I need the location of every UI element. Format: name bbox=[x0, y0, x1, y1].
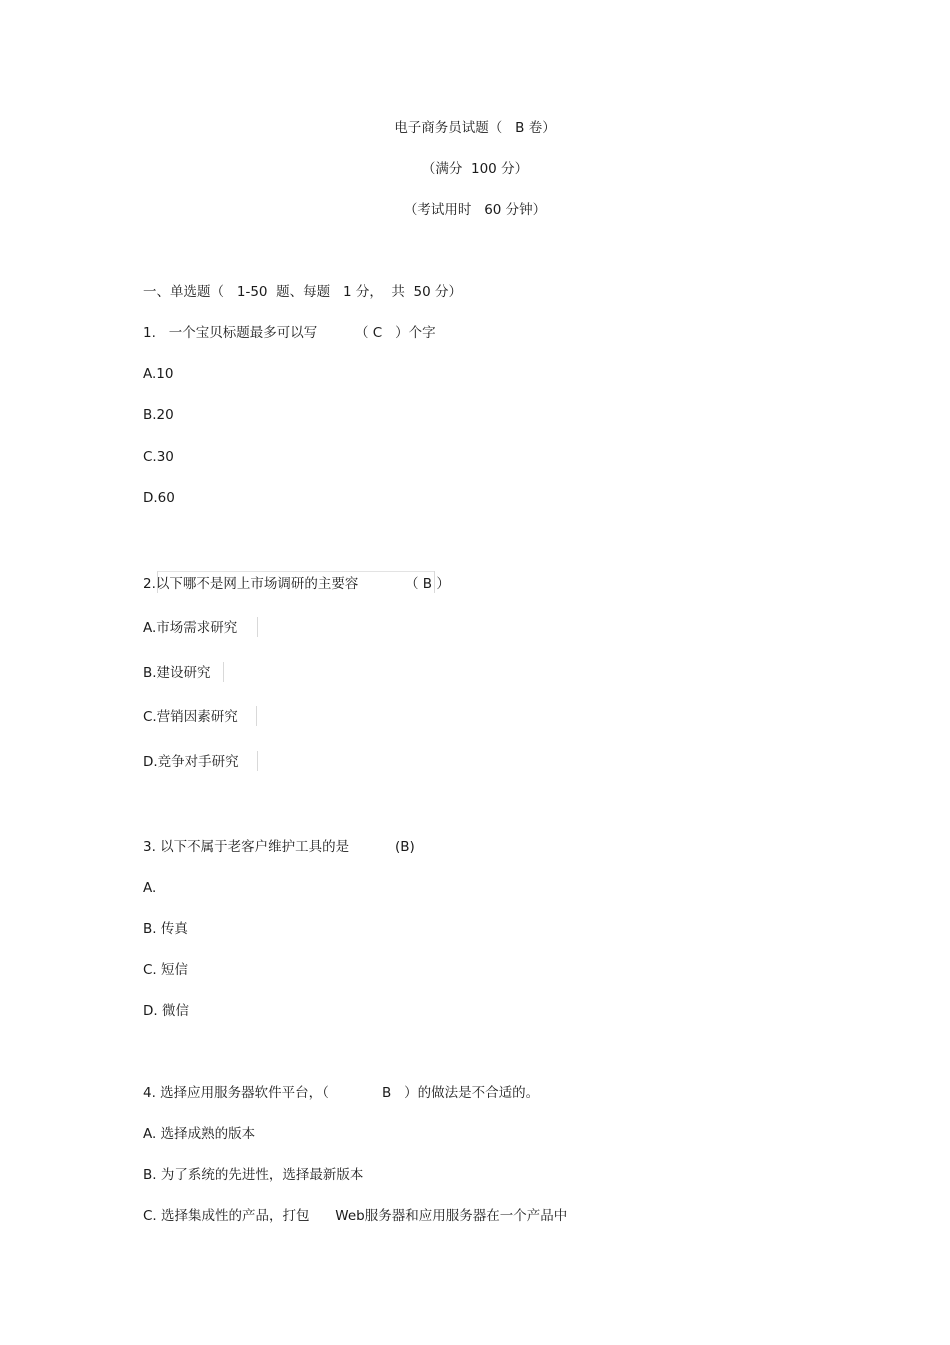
question-1-answer: （ C ）个字 bbox=[355, 325, 436, 341]
question-4-option-a: A. 选择成熟的版本 bbox=[143, 1126, 256, 1142]
question-1-option-d: D.60 bbox=[143, 490, 175, 506]
question-3-option-d: D. 微信 bbox=[143, 1003, 189, 1019]
question-3-option-c: C. 短信 bbox=[143, 962, 189, 978]
question-1-option-b: B.20 bbox=[143, 407, 174, 423]
question-3-option-b: B. 传真 bbox=[143, 921, 188, 937]
question-4-option-b: B. 为了系统的先进性，选择最新版本 bbox=[143, 1167, 364, 1183]
table-border-top bbox=[157, 571, 434, 572]
question-4-answer: B ）的做法是不合适的。 bbox=[382, 1085, 540, 1101]
question-4-option-c: C. 选择集成性的产品，打包 Web服务器和应用服务器在一个产品中 bbox=[143, 1208, 568, 1224]
question-3-option-a: A. bbox=[143, 880, 157, 896]
question-3-answer: (B) bbox=[395, 839, 415, 855]
cell-divider bbox=[257, 751, 258, 771]
section-heading: 一、单选题（ 1-50 题、每题 1 分， 共 50 分） bbox=[143, 284, 462, 300]
cell-divider bbox=[256, 706, 257, 726]
question-3-stem: 3. 以下不属于老客户维护工具的是 bbox=[143, 839, 350, 855]
question-1-option-a: A.10 bbox=[143, 366, 174, 382]
time-limit-note: （考试用时 60 分钟） bbox=[403, 202, 547, 218]
question-1-option-c: C.30 bbox=[143, 449, 174, 465]
question-4-stem: 4. 选择应用服务器软件平台，（ bbox=[143, 1085, 329, 1101]
question-2-stem: 2.以下哪不是网上市场调研的主要容 bbox=[143, 576, 359, 592]
question-2-option-c: C.营销因素研究 bbox=[143, 709, 238, 725]
question-2-option-b: B.建设研究 bbox=[143, 665, 211, 681]
exam-title: 电子商务员试题（ B 卷） bbox=[394, 120, 556, 136]
full-score-note: （满分 100 分） bbox=[421, 161, 529, 177]
question-2-option-a: A.市场需求研究 bbox=[143, 620, 238, 636]
question-2-answer: （ B ） bbox=[405, 576, 450, 592]
question-2-option-d: D.竞争对手研究 bbox=[143, 754, 239, 770]
question-1-stem: 1. 一个宝贝标题最多可以写 bbox=[143, 325, 318, 341]
cell-divider bbox=[223, 662, 224, 682]
cell-divider bbox=[257, 617, 258, 637]
